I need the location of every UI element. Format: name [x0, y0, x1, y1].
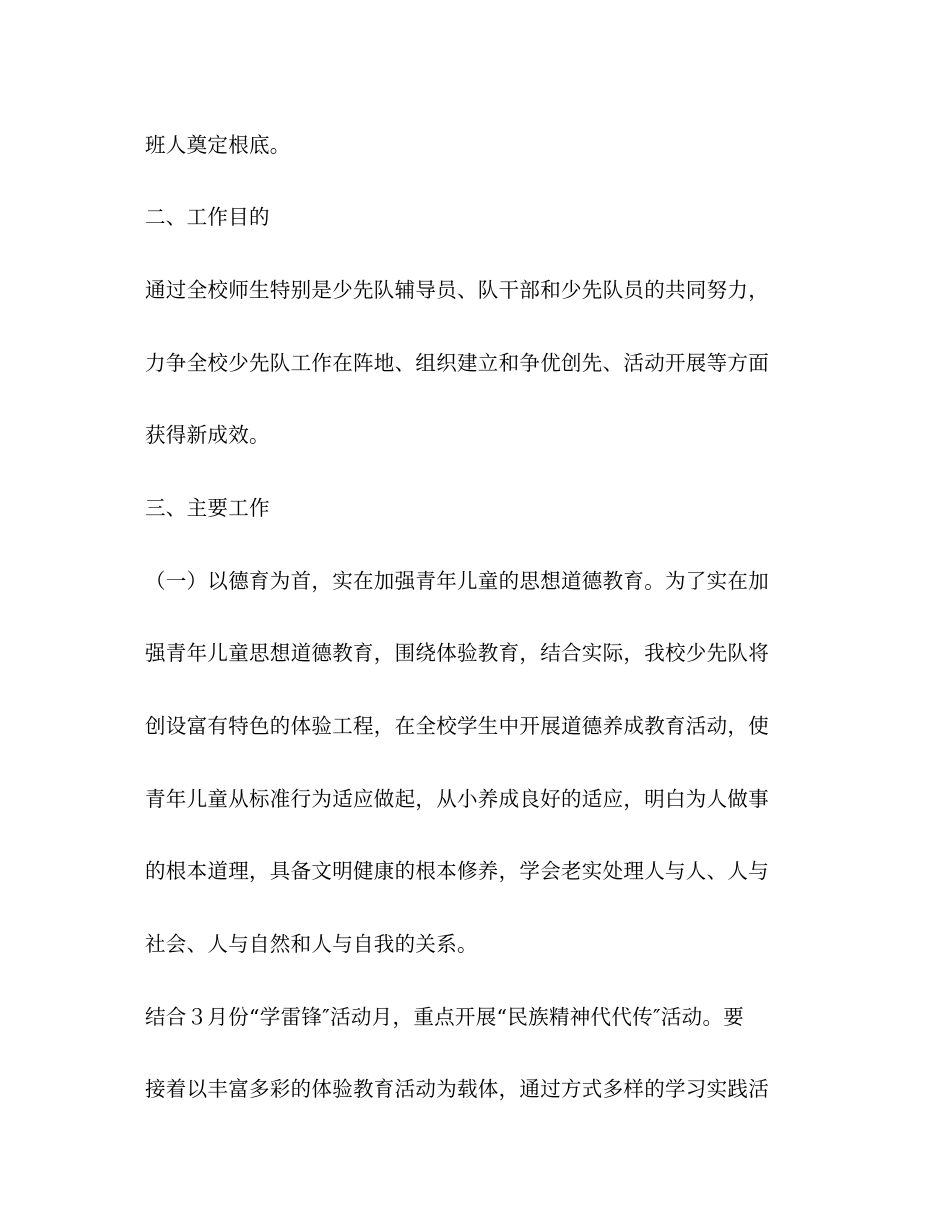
section-heading: 二、工作目的	[145, 205, 270, 229]
paragraph-line: 接着以丰富多彩的体验教育活动为载体，通过方式多样的学习实践活	[145, 1077, 769, 1101]
paragraph-line: 结合３月份“学雷锋″活动月，重点开展“民族精神代代传″活动。要	[145, 1005, 745, 1029]
paragraph-line: （一）以德育为首，实在加强青年儿童的思想道德教育。为了实在加	[145, 569, 769, 593]
paragraph-line: 社会、人与自然和人与自我的关系。	[145, 932, 478, 956]
paragraph-line: 班人奠定根底。	[145, 133, 291, 157]
paragraph-line: 获得新成效。	[145, 423, 270, 447]
paragraph-line: 强青年儿童思想道德教育，围绕体验教育，结合实际，我校少先队将	[145, 641, 769, 665]
paragraph-line: 创设富有特色的体验工程，在全校学生中开展道德养成教育活动，使	[145, 714, 769, 738]
paragraph-line: 青年儿童从标准行为适应做起，从小养成良好的适应，明白为人做事	[145, 787, 769, 811]
section-heading: 三、主要工作	[145, 496, 270, 520]
paragraph-line: 的根本道理，具备文明健康的根本修养，学会老实处理人与人、人与	[145, 859, 769, 883]
paragraph-line: 力争全校少先队工作在阵地、组织建立和争优创先、活动开展等方面	[145, 351, 769, 375]
paragraph-line: 通过全校师生特别是少先队辅导员、队干部和少先队员的共同努力，	[145, 278, 769, 302]
